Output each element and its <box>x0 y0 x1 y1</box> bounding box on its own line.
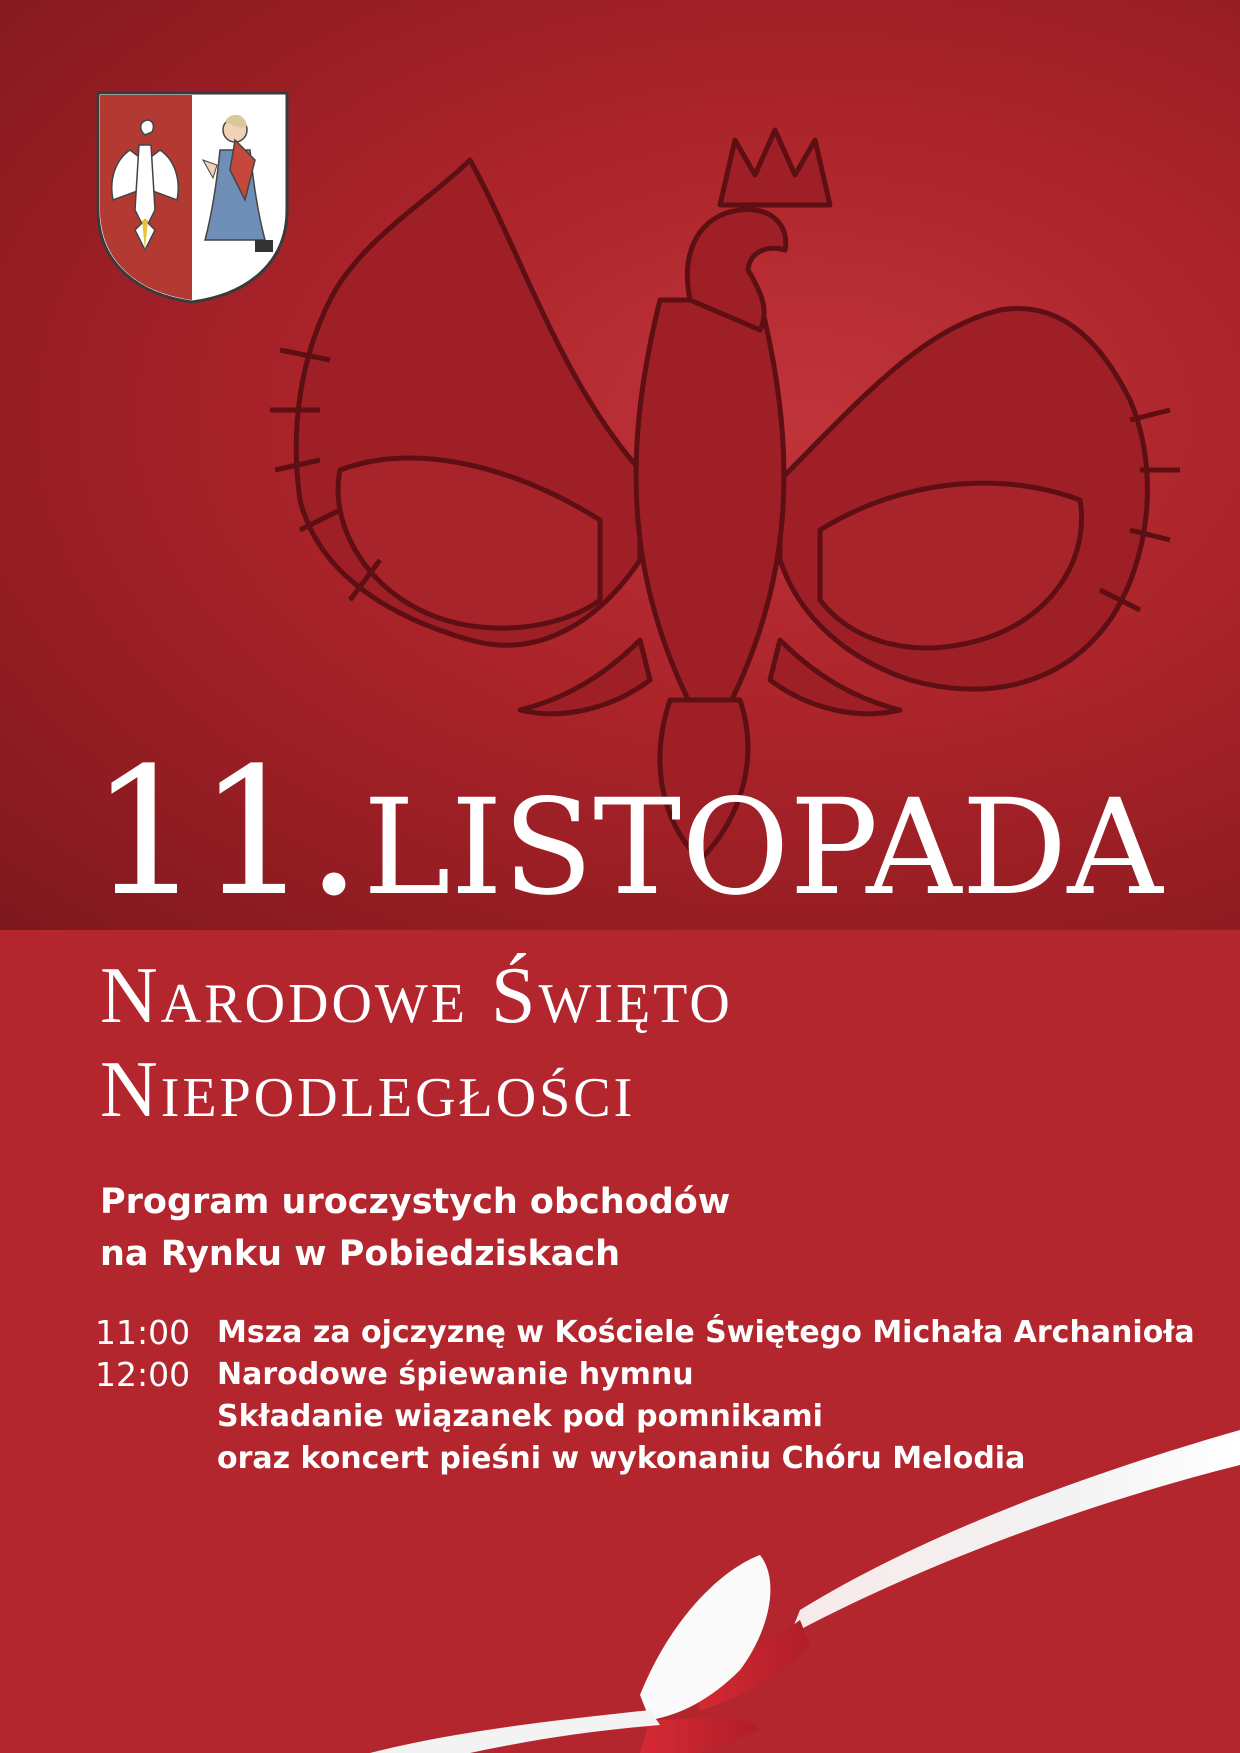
program-heading-line-1: Program uroczystych obchodów <box>100 1182 731 1222</box>
subtitle-line-2: Niepodległości <box>100 1046 636 1134</box>
schedule-line: oraz koncert pieśni w wykonaniu Chóru Melodia <box>217 1441 1026 1476</box>
title-word: LISTOPADA <box>363 771 1163 925</box>
schedule-time: 12:00 <box>95 1355 191 1394</box>
program-heading-line-2: na Rynku w Pobiedziskach <box>100 1234 621 1274</box>
subtitle-line-1: Narodowe Święto <box>100 952 733 1040</box>
schedule-details <box>217 1312 1195 1354</box>
polish-flag-ribbon-icon <box>0 1420 1240 1753</box>
schedule-line: Składanie wiązanek pod pomnikami <box>217 1399 823 1434</box>
coat-of-arms-icon <box>95 90 290 305</box>
schedule-item <box>95 1312 1225 1354</box>
schedule-line: Msza za ojczyznę w Kościele Świętego Michała Archanioła <box>217 1315 1195 1350</box>
schedule-time: 11:00 <box>95 1313 191 1352</box>
main-title <box>90 730 1240 935</box>
title-number: 11. <box>90 730 358 935</box>
schedule-line: Narodowe śpiewanie hymnu <box>217 1357 694 1392</box>
